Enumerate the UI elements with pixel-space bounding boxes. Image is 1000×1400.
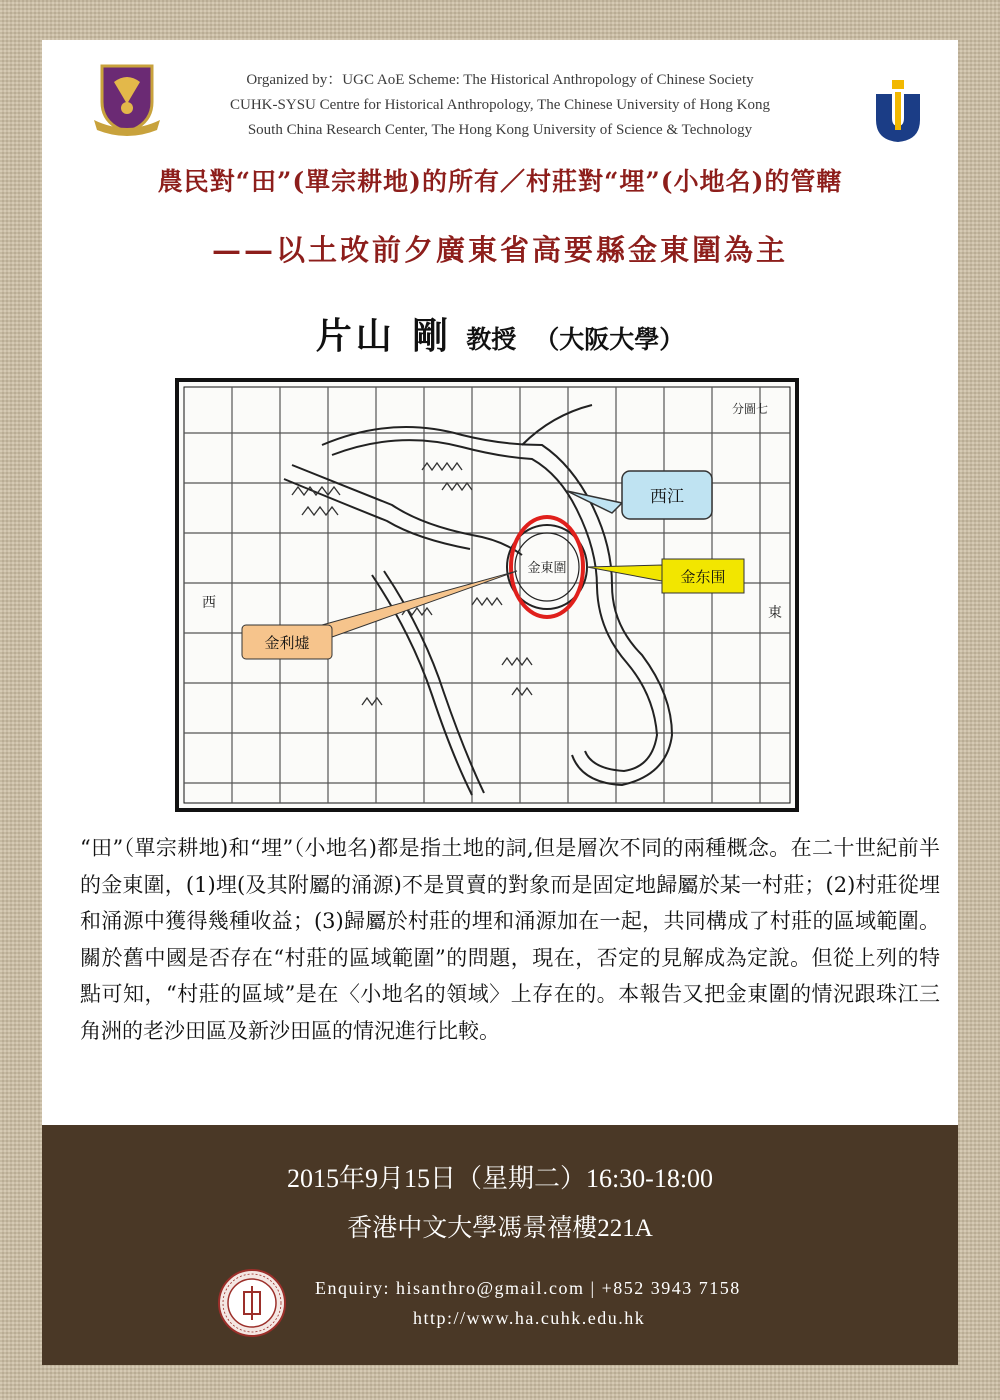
historical-anthropology-seal-logo (217, 1268, 287, 1338)
abstract-text: “田”（單宗耕地)和“埋”（小地名)都是指土地的詞,但是層次不同的兩種概念。在二十世紀前半的金東圍，(1)埋(及其附屬的涌源)不是買賣的對象而是固定地歸屬於某一村莊；(2)村莊從埋和涌源中獲得幾種收益；(3)歸屬於村莊的埋和涌源加在一起，共同構成了村莊的區域範圍。關於舊中國是否存在“村莊的區域範圍”的問題，現在，否定的見解成為定說。但從上列的特點可知，“村莊的區域”是在〈小地名的領域〉上存在的。本報告又把金東圍的情況跟珠江三角洲的老沙田區及新沙田區的情況進行比較。 (80, 836, 940, 1043)
callout-jinlixu: 金利墟 (264, 634, 310, 652)
event-venue: 香港中文大學馮景禧樓221A (347, 1215, 653, 1242)
callout-xijiang: 西江 (650, 487, 684, 507)
lecture-subtitle: ——以土改前夕廣東省高要縣金東圍為主 (211, 233, 788, 267)
speaker-line (42, 308, 958, 359)
speaker-name: 片山 剛 (315, 315, 453, 357)
callout-jindongwei: 金东围 (680, 568, 726, 586)
organizer-line-1: Organized by：UGC AoE Scheme: The Historical Anthropology of Chinese Society (246, 72, 754, 88)
historical-map (172, 375, 802, 815)
lecture-title: 農民對“田”(單宗耕地)的所有／村莊對“埋”(小地名)的管轄 (157, 167, 843, 196)
speaker-title: 教授 (466, 325, 517, 354)
event-datetime: 2015年9月15日（星期二）16:30-18:00 (286, 1164, 714, 1193)
organizer-line-3: South China Research Center, The Hong Kong University of Science & Technology (247, 122, 753, 138)
organizer-line-2: CUHK-SYSU Centre for Historical Anthropology, The Chinese University of Hong Kong (230, 97, 770, 113)
map-label-fentu: 分圖七 (732, 402, 769, 416)
poster (42, 40, 958, 1365)
map-label-west: 西 (202, 595, 216, 611)
website-link[interactable]: http://www.ha.cuhk.edu.hk (413, 1308, 646, 1328)
speaker-affiliation: （大阪大學） (534, 325, 685, 354)
map-label-east: 東 (768, 605, 782, 621)
organizer-lines (42, 68, 958, 143)
map-label-jindongwei: 金東圍 (527, 561, 567, 576)
enquiry-contact: Enquiry: hisanthro@gmail.com | +852 3943 7158 (315, 1278, 741, 1298)
